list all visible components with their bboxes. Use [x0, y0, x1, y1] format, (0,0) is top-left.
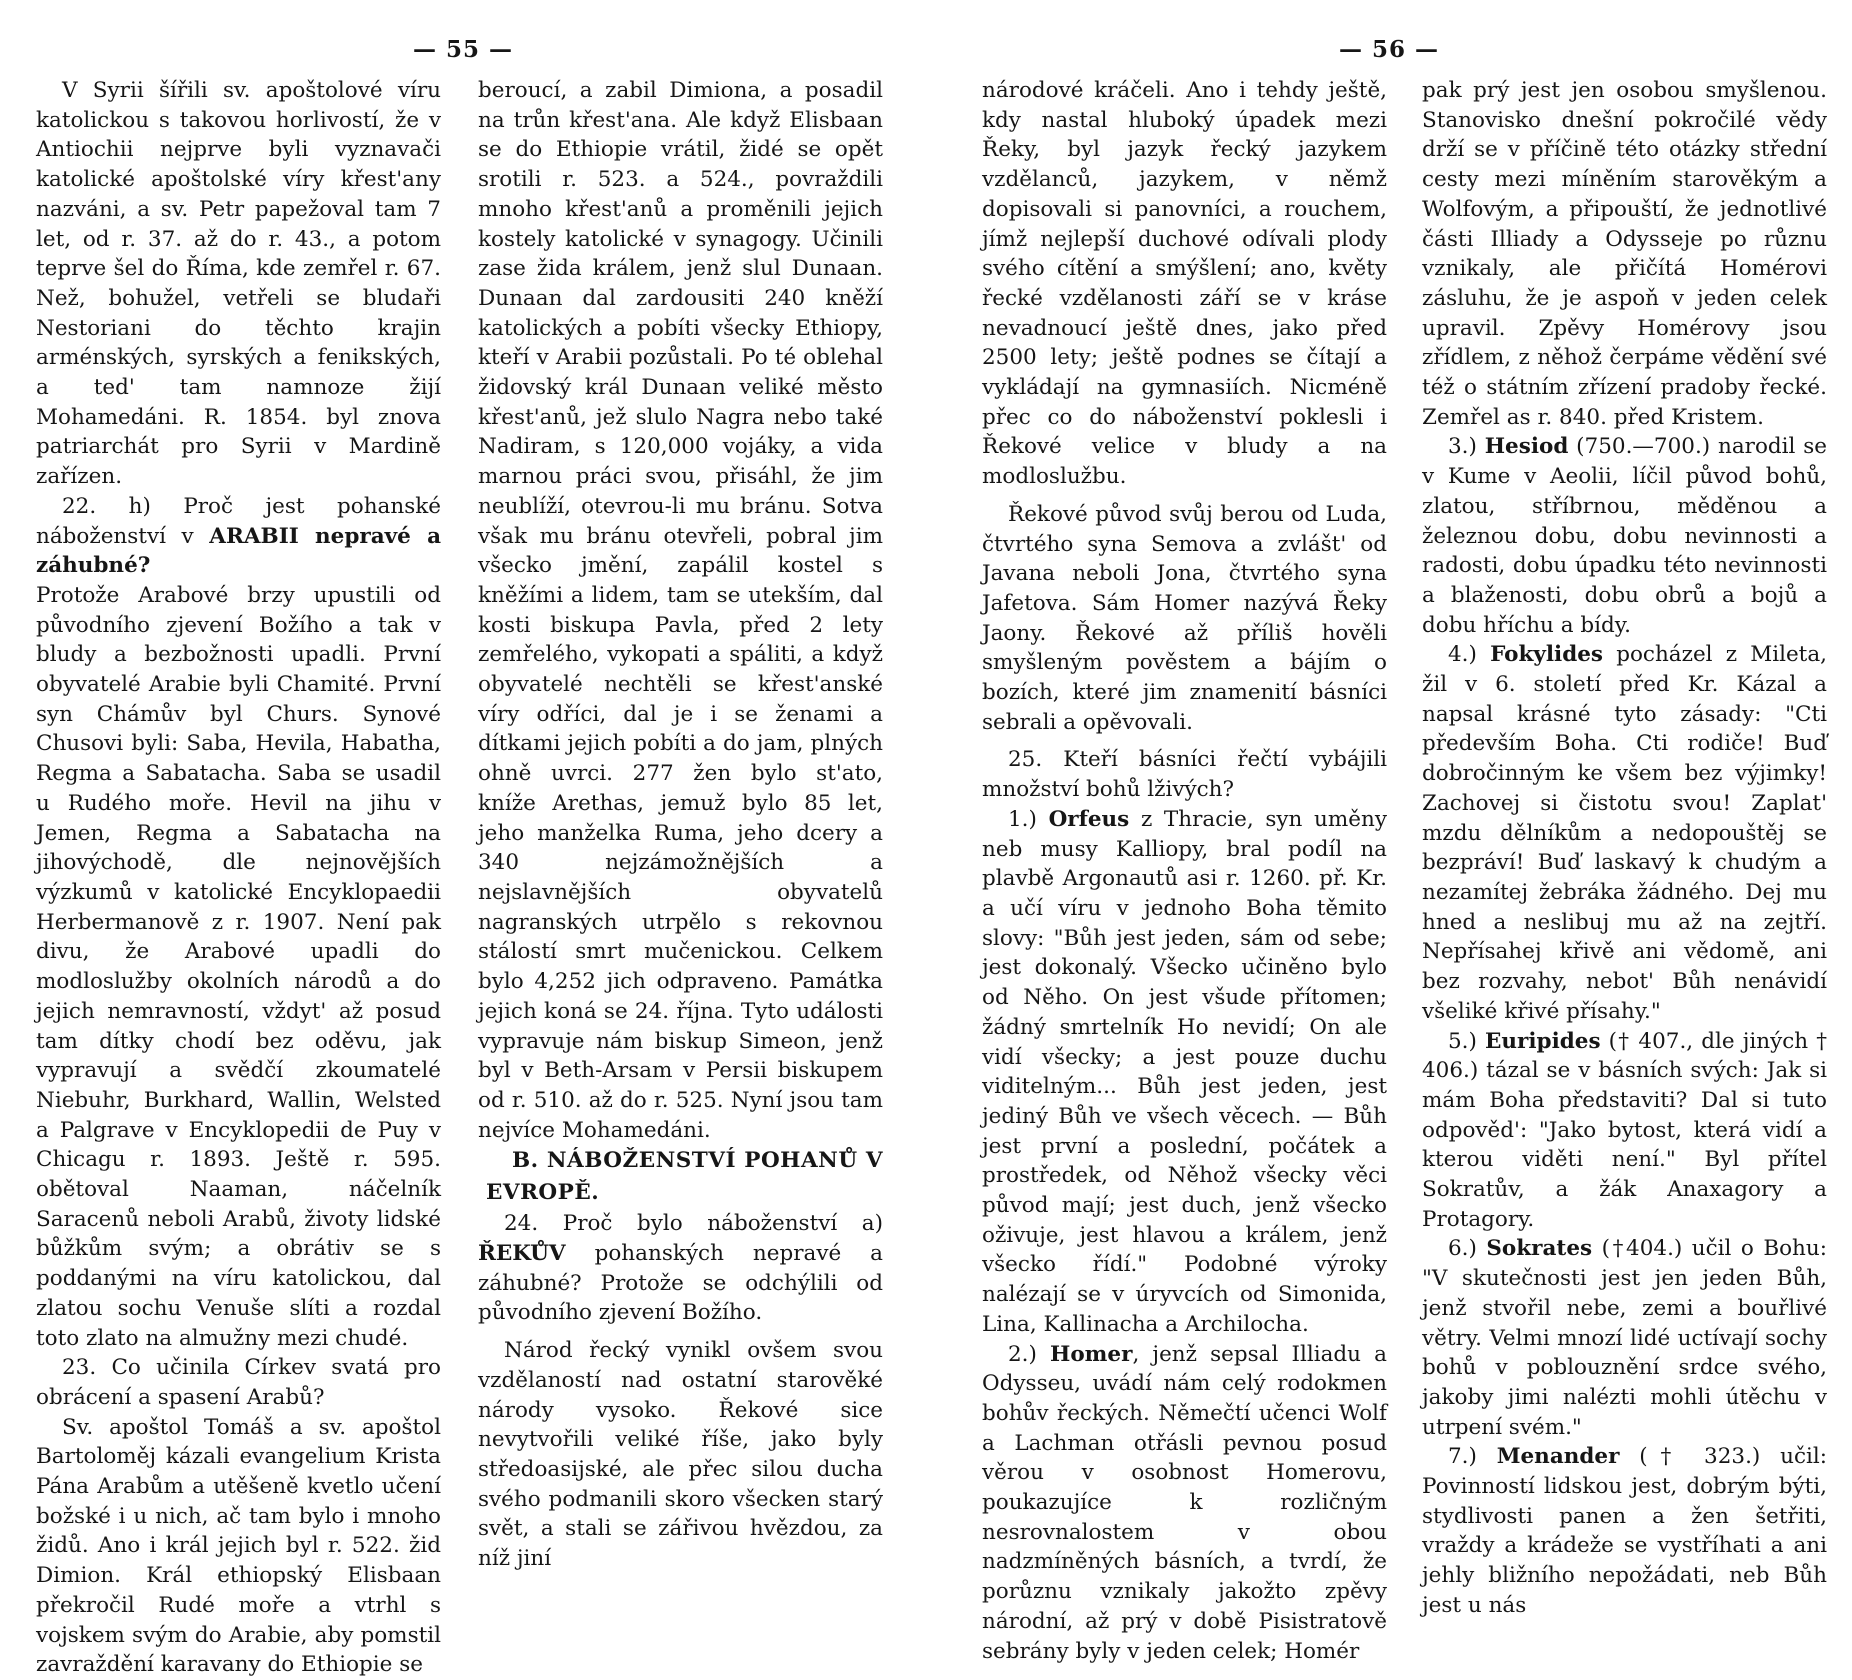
paragraph: Řekové původ svůj berou od Luda, čtvrtého syna Semova a zvlášt' od Javana neboli Jona, čtvrtého syna Jafetova. Sám Homer nazývá Řeky Jaony. Řekové až příliš hověli smyšleným pověstem a bájím o bozích, které jim znamenití básníci sebrali a opěvovali. — [982, 501, 1387, 735]
paragraph: pak prý jest jen osobou smyšlenou. Stanovisko dnešní pokročilé vědy drží se v příčině této otázky střední cesty mezi míněním starověkým a Wolfovým, a připouští, že jednotlivé části Illiady a Odysseje po různu vznikaly, ale přičítá Homérovi zásluhu, že je aspoň v jeden celek upravil. Zpěvy Homérovy jsou zřídlem, z něhož čerpáme vědění své též o státním zřízení pradoby řecké. Zemřel as r. 840. před Kristem. — [1422, 78, 1827, 430]
paragraph: národové kráčeli. Ano i tehdy ještě, kdy nastal hluboký úpadek mezi Řeky, byl jazyk řecký jazykem vzdělanců, jazykem, v němž dopisovali si panovníci, a rouchem, jímž nejlepší duchové odívali plody svého cítění a smýšlení; ano, květy řecké vzdělanosti září se v kráse nevadnoucí ještě dnes, jako před 2500 lety; ještě podnes se čítají a vykládají na gymnasiích. Nicméně přec co do náboženství poklesli i Řekové velice v bludy a na modloslužbu. — [982, 78, 1387, 490]
answer-22: Protože Arabové brzy upustili od původního zjevení Božího a tak v bludy a bezbožnosti upadli. První obyvatelé Arabie byli Chamité. První syn Chámův byl Churs. Synové Chusovi byli: Saba, Hevila, Habatha, Regma a Sabatacha. Saba se usadil u Rudého moře. Hevil na jihu v Jemen, Regma a Sabatacha na jihovýchodě, dle nejnovějších výzkumů v katolické Encyklopaedii Herbermanově z r. 1907. Není pak divu, že Arabové upadli do modloslužby okolních národů a do jejich nemravností, vždyt' až posud tam dítky chodí bez oděvu, jak vypravují a svědčí zkoumatelé Niebuhr, Burkhard, Wallin, Welsted a Palgrave v Encyklopedii de Puy v Chicagu r. 1893. Ještě r. 595. obětoval Naaman, náčelník Saracenů neboli Arabů, životy lidské bůžkům svým; a obrátiv se s poddanými na víru katolickou, dal zlatou sochu Venuše slíti a rozdal toto zlato na almužny mezi chudé. — [36, 582, 441, 1351]
right-page — [926, 0, 1852, 1664]
question-22: 22. h) Proč jest pohanské náboženství v ARABII nepravé a záhubné? — [36, 493, 441, 579]
left-page-column-2 — [478, 76, 883, 1574]
left-page — [0, 0, 926, 1678]
question-24: 24. Proč bylo náboženství a) ŘEKŮV pohanských nepravé a záhubné? Protože se odchýlili od původního zjevení Božího. — [478, 1211, 883, 1326]
list-item-hesiod: 3.) Hesiod (750.—700.) narodil se v Kume v Aeolii, líčil původ bohů, zlatou, stříbrnou, měděnou a železnou dobu, dobu nevinnosti a radosti, dobu úpadku této nevinnosti a blaženosti, dobu obrů a bojů a dobu hříchu a bídy. — [1422, 434, 1827, 638]
right-page-column-1 — [982, 76, 1387, 1666]
page-number-right: — 56 — — [1338, 36, 1440, 63]
paragraph: Národ řecký vynikl ovšem svou vzdělaností nad ostatní starověké národy vysoko. Řekové sice nevytvořili veliké říše, jako byly středoasijské, ale přec silou ducha svého podmanili skoro všecken starý svět, a stali se zářivou hvězdou, za níž jiní — [478, 1338, 883, 1572]
list-item-fokylides: 4.) Fokylides pocházel z Mileta, žil v 6. století před Kr. Kázal a napsal krásné tyto zásady: "Cti především Boha. Cti rodiče! Buď dobročinným ke všem bez výjimky! Zachovej si čistotu svou! Zaplat' mzdu dělníkům a nedopouštěj se bezpráví! Buď laskavý k chudým a nezamítej žebráka žádného. Dej mu hned a neslibuj mu až na zejtří. Nepřísahej křivě ani vědomě, ani bez rozvahy, nebot' Bůh nenávidí všeliké křivé přísahy." — [1422, 642, 1827, 1024]
paragraph: beroucí, a zabil Dimiona, a posadil na trůn křest'ana. Ale když Elisbaan se do Ethiopie vrátil, židé se opět srotili r. 523. a 524., povraždili mnoho křest'anů a proměnili jejich kostely katolické v synagogy. Učinili zase žida králem, jenž slul Dunaan. Dunaan dal zardousiti 240 kněží katolických a pobíti všecky Ethiopy, kteří v Arabii pozůstali. Po té oblehal židovský král Dunaan veliké město křest'anů, jež slulo Nagra nebo také Nadiram, s 120,000 vojáky, a vida marnou práci svou, přisáhl, že jim neublíží, otevrou-li mu bránu. Sotva však mu bránu otevřeli, pobral jim všecko jmění, zapálil kostel s kněžími a lidem, tam se utekším, dal kosti biskupa Pavla, před 2 lety zemřelého, vykopati a spáliti, a když obyvatelé nechtěli se křest'anské víry odříci, dal je i se ženami a dítkami jejich pobíti a do jam, plných ohně uvrci. 277 žen bylo st'ato, kníže Arethas, jemuž bylo 85 let, jeho manželka Ruma, jeho dcery a 340 nejzámožnějších a nejslavnějších obyvatelů nagranských utrpělo s rekovnou stálostí smrt mučenickou. Celkem bylo 4,252 jich odpraveno. Památka jejich koná se 24. října. Tyto události vypravuje nám biskup Simeon, jenž byl v Beth-Arsam v Persii biskupem od r. 510. až do r. 525. Nyní jsou tam nejvíce Mohamedáni. — [478, 78, 883, 1143]
list-item-homer: 2.) Homer, jenž sepsal Illiadu a Odysseu, uvádí nám celý rodokmen bohův řeckých. Němečtí učenci Wolf a Lachman otřásli pevnou posud věrou v osobnost Homerovu, poukazujíce k rozličným nesrovnalostem v obou nadzmíněných básních, a tvrdí, že porůznu vznikaly jakožto zpěvy národní, až prý v době Pisistratově sebrány byly v jeden celek; Homér — [982, 1341, 1387, 1664]
question-25: 25. Kteří básníci řečtí vybájili množství bohů lživých? — [982, 747, 1387, 803]
list-item-euripides: 5.) Euripides († 407., dle jiných † 406.) tázal se v básních svých: Jak si mám Boha představiti? Dal si tuto odpověd': "Jako bytost, která vidí a kterou viděti není." Byl přítel Sokratův, a žák Anaxagory a Protagory. — [1422, 1028, 1827, 1232]
list-item-menander: 7.) Menander († 323.) učil: Povinností lidskou jest, dobrým býti, stydlivosti panen a žen šetřiti, vraždy a krádeže se vystříhati a ani jehly bližního nepožádati, neb Bůh jest u nás — [1422, 1444, 1827, 1618]
question-23: 23. Co učinila Církev svatá pro obrácení a spasení Arabů? — [36, 1355, 441, 1410]
section-heading: B. NÁBOŽENSTVÍ POHANŮ V EVROPĚ. — [486, 1148, 883, 1206]
page-number-left: — 55 — — [412, 36, 514, 63]
list-item-sokrates: 6.) Sokrates (†404.) učil o Bohu: "V skutečnosti jest jen jeden Bůh, jenž stvořil nebe, zemi a bouřlivé větry. Velmi mnozí lidé uctívají sochy bohů v poblouznění srdce svého, jakoby jimi nalézti mohli útěchu v utrpení svém." — [1422, 1236, 1827, 1440]
left-page-column-1 — [36, 76, 441, 1680]
answer-23: Sv. apoštol Tomáš a sv. apoštol Bartoloměj kázali evangelium Krista Pána Arabům a utěšeně kvetlo učení božské i u nich, ač tam bylo i mnoho židů. Ano i král jejich byl r. 522. žid Dimion. Král ethiopský Elisbaan překročil Rudé moře a vtrhl s vojskem svým do Arabie, aby pomstil zavraždění karavany do Ethiopie se — [36, 1414, 441, 1678]
paragraph: V Syrii šířili sv. apoštolové víru katolickou s takovou horlivostí, že v Antiochii nejprve byli vyznavači katolické apoštolské víry křest'any nazváni, a sv. Petr papežoval tam 7 let, od r. 37. až do r. 43., a potom teprve šel do Říma, kde zemřel r. 67. Než, bohužel, vetřeli se bludaři Nestoriani do těchto krajin arménských, syrských a fenikských, a ted' tam namnoze žijí Mohamedáni. R. 1854. byl znova patriarchát pro Syrii v Mardině zařízen. — [36, 78, 441, 490]
right-page-column-2 — [1422, 76, 1827, 1621]
list-item-orfeus: 1.) Orfeus z Thracie, syn uměny neb musy Kalliopy, bral podíl na plavbě Argonautů asi r. 1260. př. Kr. a učí víru v jednoho Boha těmito slovy: "Bůh jest jeden, sám od sebe; jest dokonalý. Všecko učiněno bylo od Něho. On jest všude přítomen; žádný smrtelník Ho nevidí; On ale vidí všecky; a jest pouze duchu viditelným... Bůh jest jeden, jest jediný Bůh ve všech věcech. — Bůh jest první a poslední, počátek a prostředek, od Něhož všecky věci původ mají; jest duch, jenž všecko oživuje, jest hlavou a králem, jenž všecko řídí." Podobné výroky nalézají se v úryvcích od Simonida, Lina, Kallinacha a Archilocha. — [982, 806, 1387, 1337]
